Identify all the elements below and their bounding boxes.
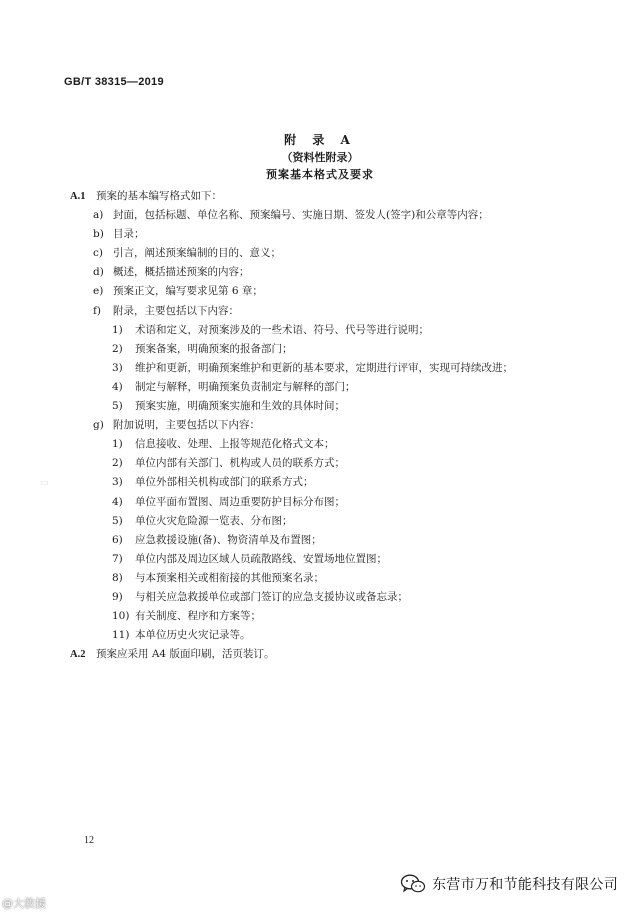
item-label: d) <box>93 266 104 279</box>
item-label: c) <box>93 247 103 260</box>
item-text: 目录； <box>113 228 145 241</box>
sub-list-item <box>0 550 640 569</box>
item-label: b) <box>93 228 104 241</box>
item-text: 术语和定义，对预案涉及的一些术语、符号、代号等进行说明； <box>135 323 429 336</box>
item-label: 2) <box>112 457 123 470</box>
standard-code: GB/T 38315—2019 <box>64 76 164 88</box>
sub-list-item <box>0 607 640 626</box>
page-number: 12 <box>84 835 94 846</box>
company-watermark <box>400 874 618 894</box>
list-item <box>0 225 640 244</box>
item-label: 5) <box>112 400 123 413</box>
sub-list-item <box>0 435 640 454</box>
item-label: 8) <box>112 571 123 584</box>
sub-list-item <box>0 397 640 416</box>
list-item <box>0 244 640 263</box>
item-label: 4) <box>112 495 123 508</box>
appendix-body <box>0 187 640 664</box>
item-label: 7) <box>112 552 123 565</box>
item-label: 10) <box>112 610 130 623</box>
item-label: a) <box>93 209 104 222</box>
sub-list-item <box>0 493 640 512</box>
sub-list-item <box>0 473 640 492</box>
sub-list-item <box>0 340 640 359</box>
item-label: 5) <box>112 514 123 527</box>
wechat-icon <box>400 874 426 894</box>
sub-list-item <box>0 512 640 531</box>
item-text: 预案的基本编写格式如下： <box>96 190 222 202</box>
sub-list-item <box>0 321 640 340</box>
appendix-heading: 预案基本格式及要求 <box>266 168 374 181</box>
item-text: 预案应采用 A4 版面印刷，活页装订。 <box>96 648 275 661</box>
item-label: 6) <box>112 533 123 546</box>
item-text: 引言，阐述预案编制的目的、意义； <box>113 247 281 260</box>
item-label: 2) <box>112 342 123 355</box>
list-item <box>0 416 640 435</box>
list-item <box>0 302 640 321</box>
item-text: 维护和更新，明确预案维护和更新的基本要求，定期进行评审，实现可持续改进； <box>135 361 513 374</box>
item-label: 4) <box>112 380 123 393</box>
item-label: 3) <box>112 476 123 489</box>
sub-list-item <box>0 569 640 588</box>
item-text: 预案实施，明确预案实施和生效的具体时间； <box>135 400 345 413</box>
sub-list-item <box>0 454 640 473</box>
company-name: 东营市万和节能科技有限公司 <box>432 877 618 893</box>
clause-line <box>0 645 640 664</box>
source-watermark: @大救援 <box>2 897 46 910</box>
item-text: 预案正文，编写要求见第 6 章； <box>113 285 263 298</box>
item-text: 单位内部及周边区域人员疏散路线、安置场地位置图； <box>135 552 387 565</box>
list-item <box>0 206 640 225</box>
item-text: 单位火灾危险源一览表、分布图； <box>135 514 293 527</box>
item-text: 单位内部有关部门、机构或人员的联系方式； <box>135 457 345 470</box>
item-text: 有关制度、程序和方案等； <box>135 610 261 623</box>
item-text: 单位平面布置图、周边重要防护目标分布图； <box>135 495 345 508</box>
item-text: 应急救援设施(备)、物资清单及布置图； <box>135 533 322 546</box>
item-label: A.2 <box>70 649 86 661</box>
item-text: 与本预案相关或相衔接的其他预案名录； <box>135 571 324 584</box>
item-text: 本单位历史火灾记录等。 <box>135 629 251 642</box>
item-text: 附加说明，主要包括以下内容： <box>113 419 260 432</box>
item-label: g) <box>93 419 104 432</box>
sub-list-item <box>0 531 640 550</box>
item-text: 信息接收、处理、上报等规范化格式文本； <box>135 438 335 451</box>
sub-list-item <box>0 359 640 378</box>
item-label: 1) <box>112 323 123 336</box>
item-label: e) <box>93 285 104 298</box>
item-text: 附录，主要包括以下内容： <box>113 304 239 317</box>
appendix-title: 附 录 A <box>284 133 356 147</box>
item-text: 制定与解释，明确预案负责制定与解释的部门； <box>135 380 356 393</box>
item-text: 单位外部相关机构或部门的联系方式； <box>135 476 314 489</box>
item-label: 9) <box>112 590 123 603</box>
item-label: 3) <box>112 361 123 374</box>
item-text: 概述，概括描述预案的内容； <box>113 266 250 279</box>
item-label: 11) <box>112 629 130 642</box>
item-text: 封面，包括标题、单位名称、预案编号、实施日期、签发人(签字)和公章等内容； <box>113 209 489 222</box>
list-item <box>0 282 640 301</box>
sub-list-item <box>0 626 640 645</box>
item-label: 1) <box>112 438 123 451</box>
item-text: 预案备案，明确预案的报备部门； <box>135 342 293 355</box>
sub-list-item <box>0 588 640 607</box>
list-item <box>0 263 640 282</box>
item-text: 与相关应急救援单位或部门签订的应急支援协议或备忘录； <box>135 590 408 603</box>
faint-mark-icon: ▭ <box>40 478 49 488</box>
item-label: A.1 <box>70 191 86 202</box>
appendix-subtitle: （资料性附录） <box>281 151 359 164</box>
sub-list-item <box>0 378 640 397</box>
clause-line <box>0 187 640 206</box>
item-label: f) <box>93 304 101 317</box>
